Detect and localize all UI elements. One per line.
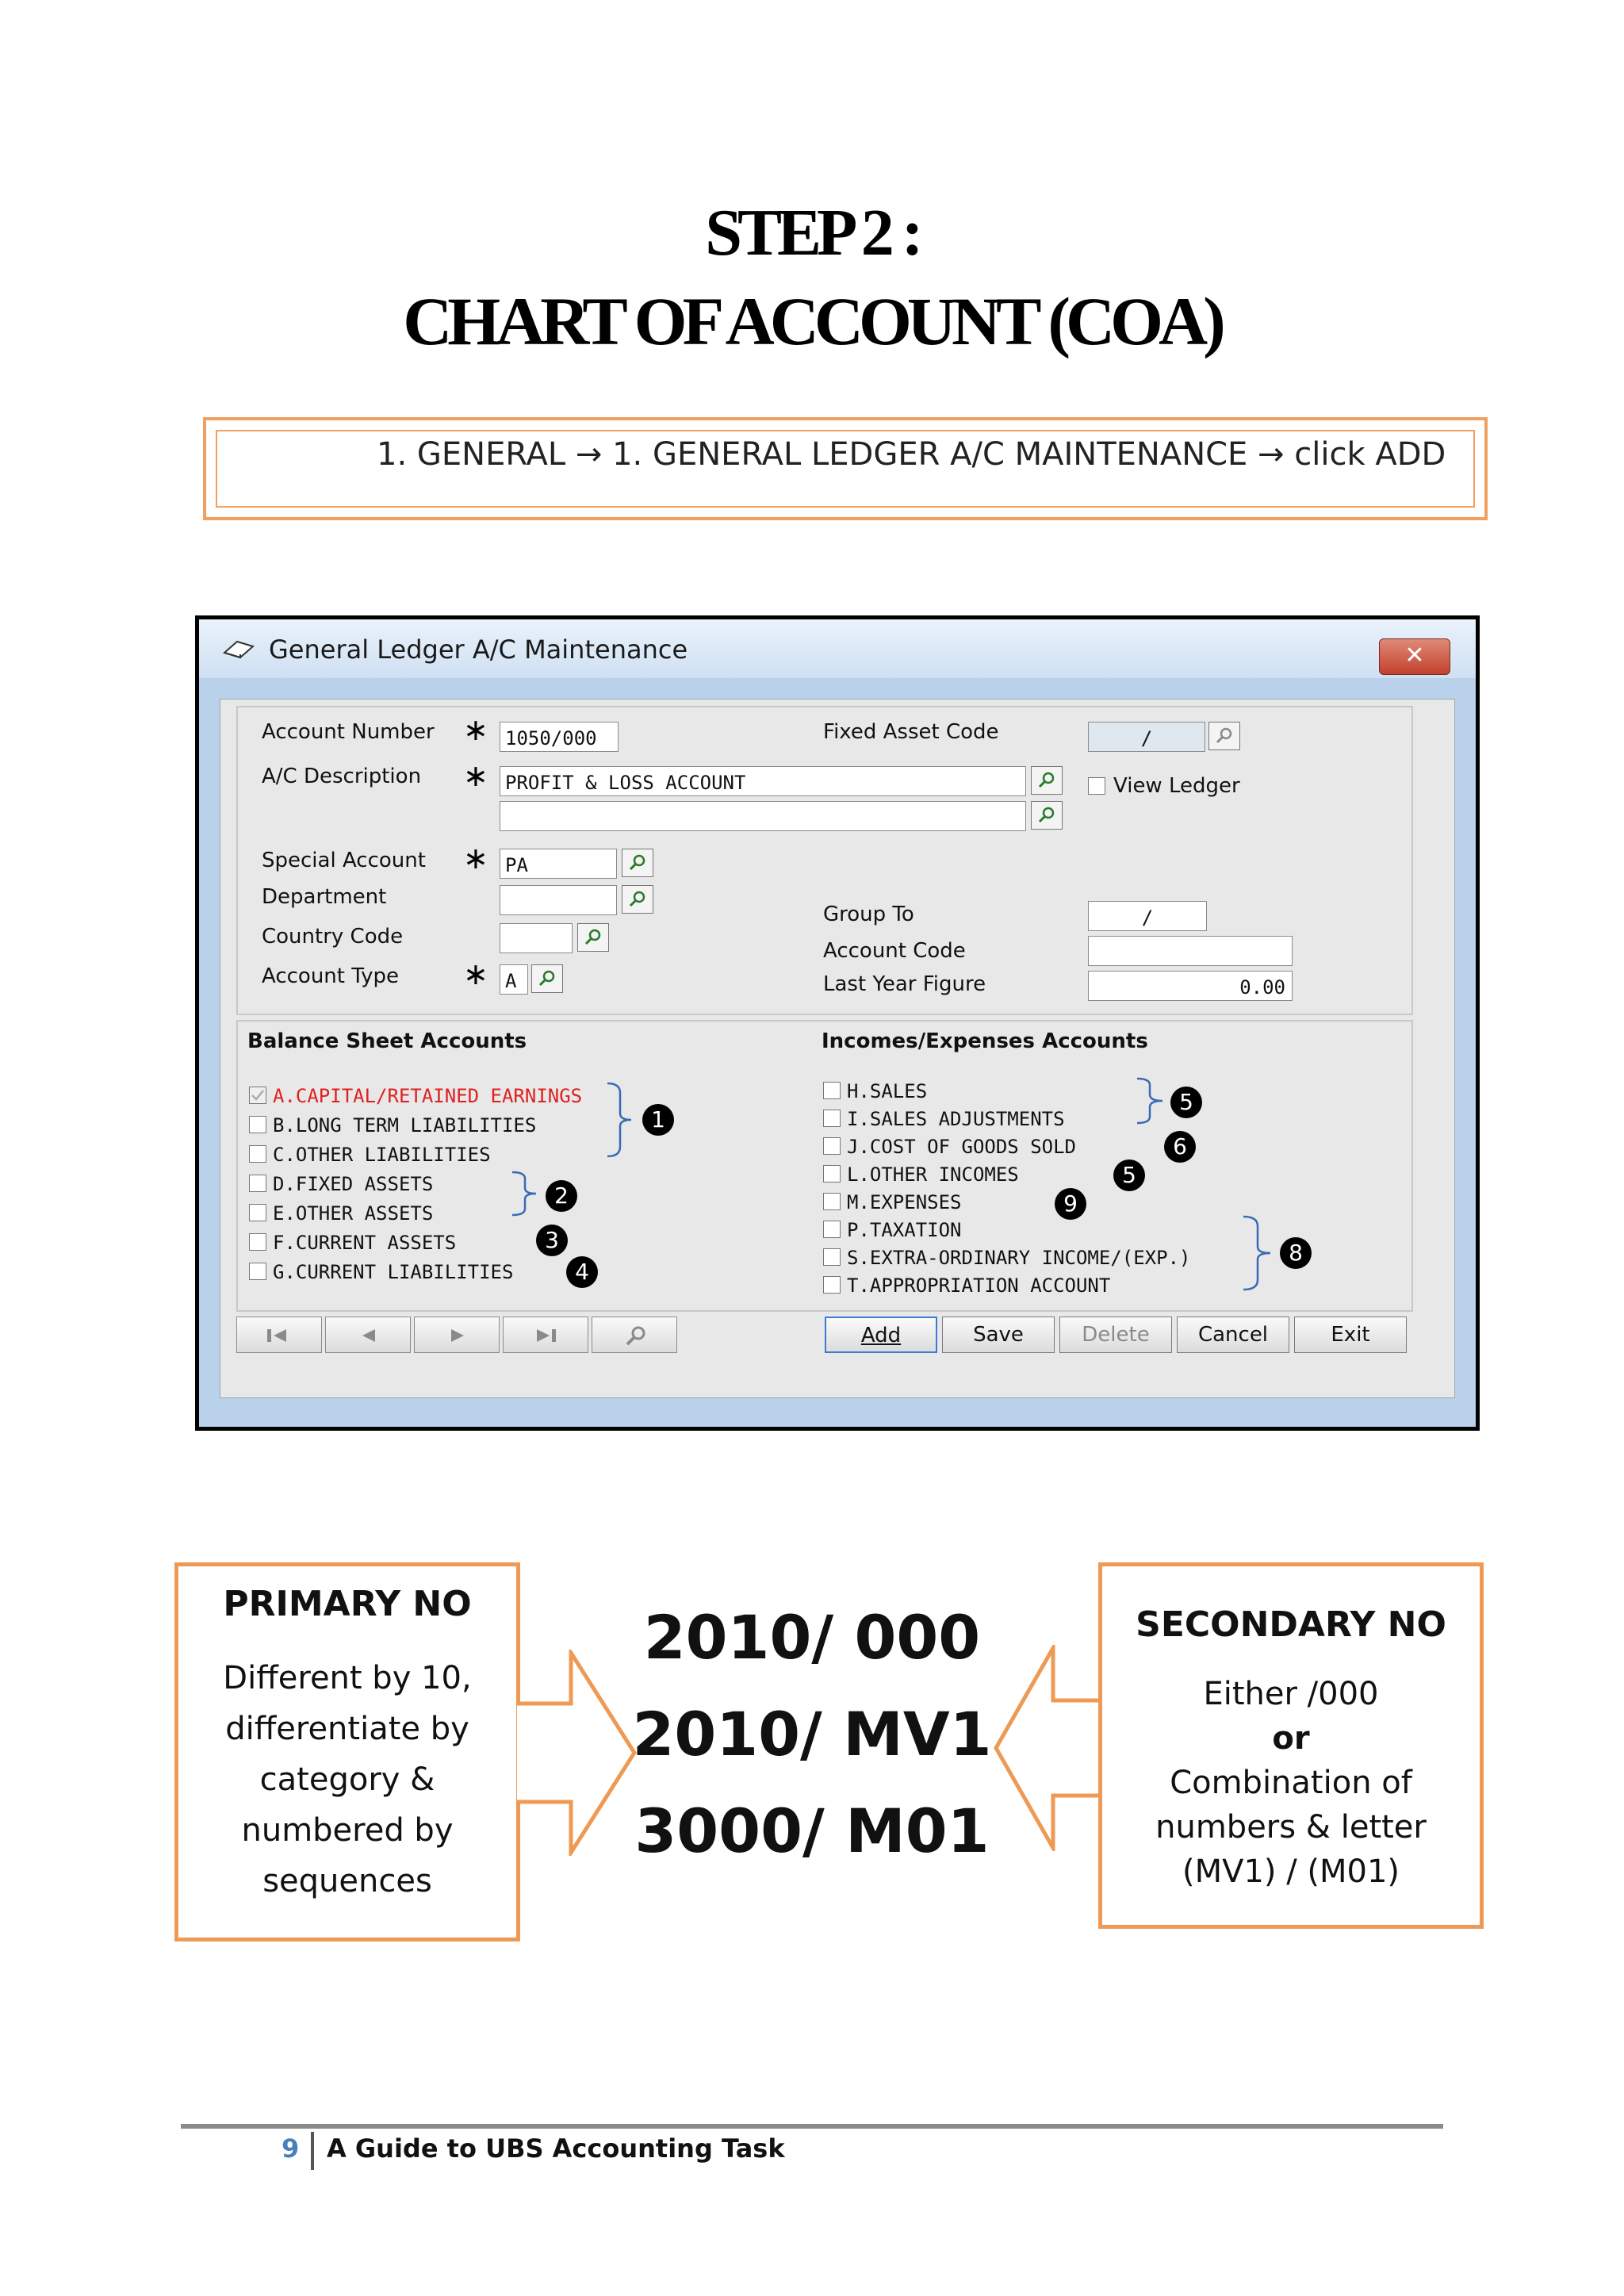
book-icon [221, 635, 256, 659]
first-record-icon [264, 1325, 296, 1346]
secondary-line-3: Combination of [1170, 1765, 1412, 1801]
income-checkbox-m[interactable] [823, 1193, 841, 1210]
department-input[interactable] [500, 885, 617, 915]
special-account-lookup-button[interactable] [622, 849, 653, 877]
group-to-input[interactable]: / [1088, 901, 1207, 931]
footer-title: A Guide to UBS Accounting Task [327, 2133, 785, 2164]
marker-1: 1 [642, 1104, 674, 1136]
search-icon [629, 891, 646, 908]
view-ledger-checkbox[interactable] [1088, 777, 1105, 795]
ac-description-input[interactable]: PROFIT & LOSS ACCOUNT [500, 766, 1026, 796]
label-ac-description: A/C Description [262, 765, 422, 788]
marker-4: 4 [566, 1256, 598, 1288]
balance-sheet-checkbox-f[interactable] [249, 1233, 266, 1251]
balance-sheet-checkbox-d[interactable] [249, 1175, 266, 1192]
balance-sheet-checkbox-c[interactable] [249, 1145, 266, 1163]
balance-sheet-checkbox-a[interactable] [249, 1087, 266, 1104]
country-code-lookup-button[interactable] [577, 923, 609, 952]
fixed-asset-code-input[interactable]: / [1088, 722, 1205, 752]
search-icon [1038, 807, 1055, 824]
add-button[interactable] [825, 1317, 937, 1353]
marker-5: 5 [1170, 1087, 1202, 1118]
income-item-p[interactable]: P.TAXATION [847, 1219, 962, 1241]
income-item-i[interactable]: I.SALES ADJUSTMENTS [847, 1108, 1065, 1130]
brace-marker-1 [604, 1082, 636, 1158]
secondary-no-box [1098, 1562, 1484, 1929]
cancel-button[interactable]: Cancel [1177, 1317, 1289, 1353]
primary-line-1: Different by 10, [223, 1660, 472, 1696]
checkmark-icon [250, 1087, 266, 1103]
window-client-area [220, 699, 1455, 1398]
income-checkbox-l[interactable] [823, 1165, 841, 1182]
search-icon [1038, 772, 1055, 789]
close-button[interactable]: ✕ [1379, 638, 1450, 675]
navigation-path-text: 1. GENERAL → 1. GENERAL LEDGER A/C MAINTENANCE → click ADD [377, 436, 1446, 473]
page-number: 9 [282, 2133, 300, 2164]
marker-2: 2 [546, 1180, 577, 1212]
ac-description-lookup-button[interactable] [1031, 766, 1063, 795]
marker-3: 3 [536, 1225, 568, 1256]
find-record-button[interactable] [592, 1317, 677, 1353]
window-title: General Ledger A/C Maintenance [269, 634, 688, 665]
label-account-type: Account Type [262, 964, 399, 988]
primary-no-heading: PRIMARY NO [223, 1584, 472, 1624]
income-checkbox-i[interactable] [823, 1110, 841, 1127]
search-icon [584, 929, 602, 946]
marker-6: 6 [1164, 1131, 1196, 1163]
secondary-line-2: or [1272, 1720, 1310, 1757]
add-button-label: Add [860, 1324, 902, 1347]
label-last-year-figure: Last Year Figure [823, 972, 986, 996]
delete-button[interactable]: Delete [1059, 1317, 1172, 1353]
brace-marker-2 [511, 1171, 542, 1217]
income-item-m[interactable]: M.EXPENSES [847, 1191, 962, 1213]
balance-sheet-item-b[interactable]: B.LONG TERM LIABILITIES [273, 1114, 537, 1137]
previous-record-icon [353, 1325, 385, 1346]
primary-line-4: numbered by [241, 1812, 454, 1849]
income-item-s[interactable]: S.EXTRA-ORDINARY INCOME/(EXP.) [847, 1247, 1191, 1269]
income-expense-heading: Incomes/Expenses Accounts [822, 1029, 1148, 1053]
required-mark: ∗ [463, 712, 488, 747]
secondary-line-1: Either /000 [1203, 1676, 1379, 1712]
ac-description-2-lookup-button[interactable] [1031, 801, 1063, 830]
income-checkbox-j[interactable] [823, 1137, 841, 1155]
account-type-lookup-button[interactable] [531, 964, 563, 993]
income-item-j[interactable]: J.COST OF GOODS SOLD [847, 1136, 1076, 1158]
window-titlebar[interactable] [199, 619, 1476, 678]
gl-maintenance-window [195, 615, 1480, 1431]
balance-sheet-item-d[interactable]: D.FIXED ASSETS [273, 1173, 434, 1195]
required-mark: ∗ [463, 758, 488, 793]
first-record-button[interactable] [236, 1317, 322, 1353]
income-checkbox-h[interactable] [823, 1082, 841, 1099]
secondary-no-heading: SECONDARY NO [1136, 1604, 1446, 1645]
account-type-input[interactable]: A [500, 964, 528, 995]
brace-marker-8 [1242, 1215, 1277, 1291]
code-example-3: 3000/ M01 [634, 1796, 990, 1866]
income-item-t[interactable]: T.APPROPRIATION ACCOUNT [847, 1274, 1111, 1297]
primary-line-2: differentiate by [225, 1711, 469, 1747]
special-account-input[interactable]: PA [500, 849, 617, 879]
brace-marker-5 [1136, 1077, 1167, 1125]
balance-sheet-item-a[interactable]: A.CAPITAL/RETAINED EARNINGS [273, 1085, 583, 1107]
search-icon [629, 854, 646, 872]
income-item-h[interactable]: H.SALES [847, 1080, 928, 1102]
marker-8: 8 [1280, 1237, 1312, 1269]
required-mark: ∗ [463, 841, 488, 876]
account-number-input[interactable]: 1050/000 [500, 722, 619, 752]
balance-sheet-item-f[interactable]: F.CURRENT ASSETS [273, 1232, 457, 1254]
next-record-button[interactable] [414, 1317, 500, 1353]
footer-divider [181, 2124, 1443, 2129]
ac-description-input-2[interactable] [500, 801, 1026, 831]
label-special-account: Special Account [262, 849, 426, 872]
label-group-to: Group To [823, 903, 914, 926]
country-code-input[interactable] [500, 923, 573, 953]
last-year-figure-input[interactable]: 0.00 [1088, 971, 1293, 1001]
income-item-l[interactable]: L.OTHER INCOMES [847, 1163, 1019, 1186]
last-record-icon [530, 1325, 562, 1346]
account-details-group [236, 706, 1413, 1015]
secondary-line-4: numbers & letter [1155, 1809, 1427, 1846]
required-mark: ∗ [463, 956, 488, 991]
page-title-line1: STEP 2 : [705, 196, 919, 270]
label-account-number: Account Number [262, 720, 435, 744]
account-code-input[interactable] [1088, 936, 1293, 966]
department-lookup-button[interactable] [622, 885, 653, 914]
next-record-icon [442, 1325, 473, 1346]
primary-line-5: sequences [262, 1863, 432, 1899]
account-category-group [236, 1020, 1413, 1312]
balance-sheet-checkbox-e[interactable] [249, 1204, 266, 1221]
income-checkbox-s[interactable] [823, 1248, 841, 1266]
label-department: Department [262, 885, 387, 909]
code-example-1: 2010/ 000 [643, 1602, 981, 1673]
label-fixed-asset-code: Fixed Asset Code [823, 720, 999, 744]
balance-sheet-heading: Balance Sheet Accounts [247, 1029, 527, 1053]
exit-button[interactable]: Exit [1294, 1317, 1407, 1353]
balance-sheet-item-e[interactable]: E.OTHER ASSETS [273, 1202, 434, 1225]
secondary-line-5: (MV1) / (M01) [1182, 1853, 1400, 1890]
marker-9: 9 [1055, 1188, 1086, 1220]
page-title-line2: CHART OF ACCOUNT (COA) [403, 283, 1221, 359]
fixed-asset-lookup-button[interactable] [1208, 722, 1240, 750]
balance-sheet-item-c[interactable]: C.OTHER LIABILITIES [273, 1144, 491, 1166]
previous-record-button[interactable] [325, 1317, 411, 1353]
navigation-path-box [203, 417, 1488, 520]
footer-separator [311, 2132, 314, 2170]
search-icon [538, 970, 556, 987]
marker-5b: 5 [1113, 1159, 1145, 1191]
search-icon [619, 1325, 651, 1346]
income-checkbox-p[interactable] [823, 1221, 841, 1238]
income-checkbox-t[interactable] [823, 1276, 841, 1294]
code-example-2: 2010/ MV1 [632, 1699, 992, 1769]
balance-sheet-checkbox-g[interactable] [249, 1263, 266, 1280]
balance-sheet-item-g[interactable]: G.CURRENT LIABILITIES [273, 1261, 514, 1283]
save-button[interactable]: Save [942, 1317, 1055, 1353]
label-view-ledger: View Ledger [1113, 774, 1240, 798]
balance-sheet-checkbox-b[interactable] [249, 1116, 266, 1133]
search-icon [1216, 727, 1233, 745]
label-country-code: Country Code [262, 925, 404, 949]
last-record-button[interactable] [503, 1317, 588, 1353]
primary-line-3: category & [259, 1761, 435, 1798]
label-account-code: Account Code [823, 939, 966, 963]
